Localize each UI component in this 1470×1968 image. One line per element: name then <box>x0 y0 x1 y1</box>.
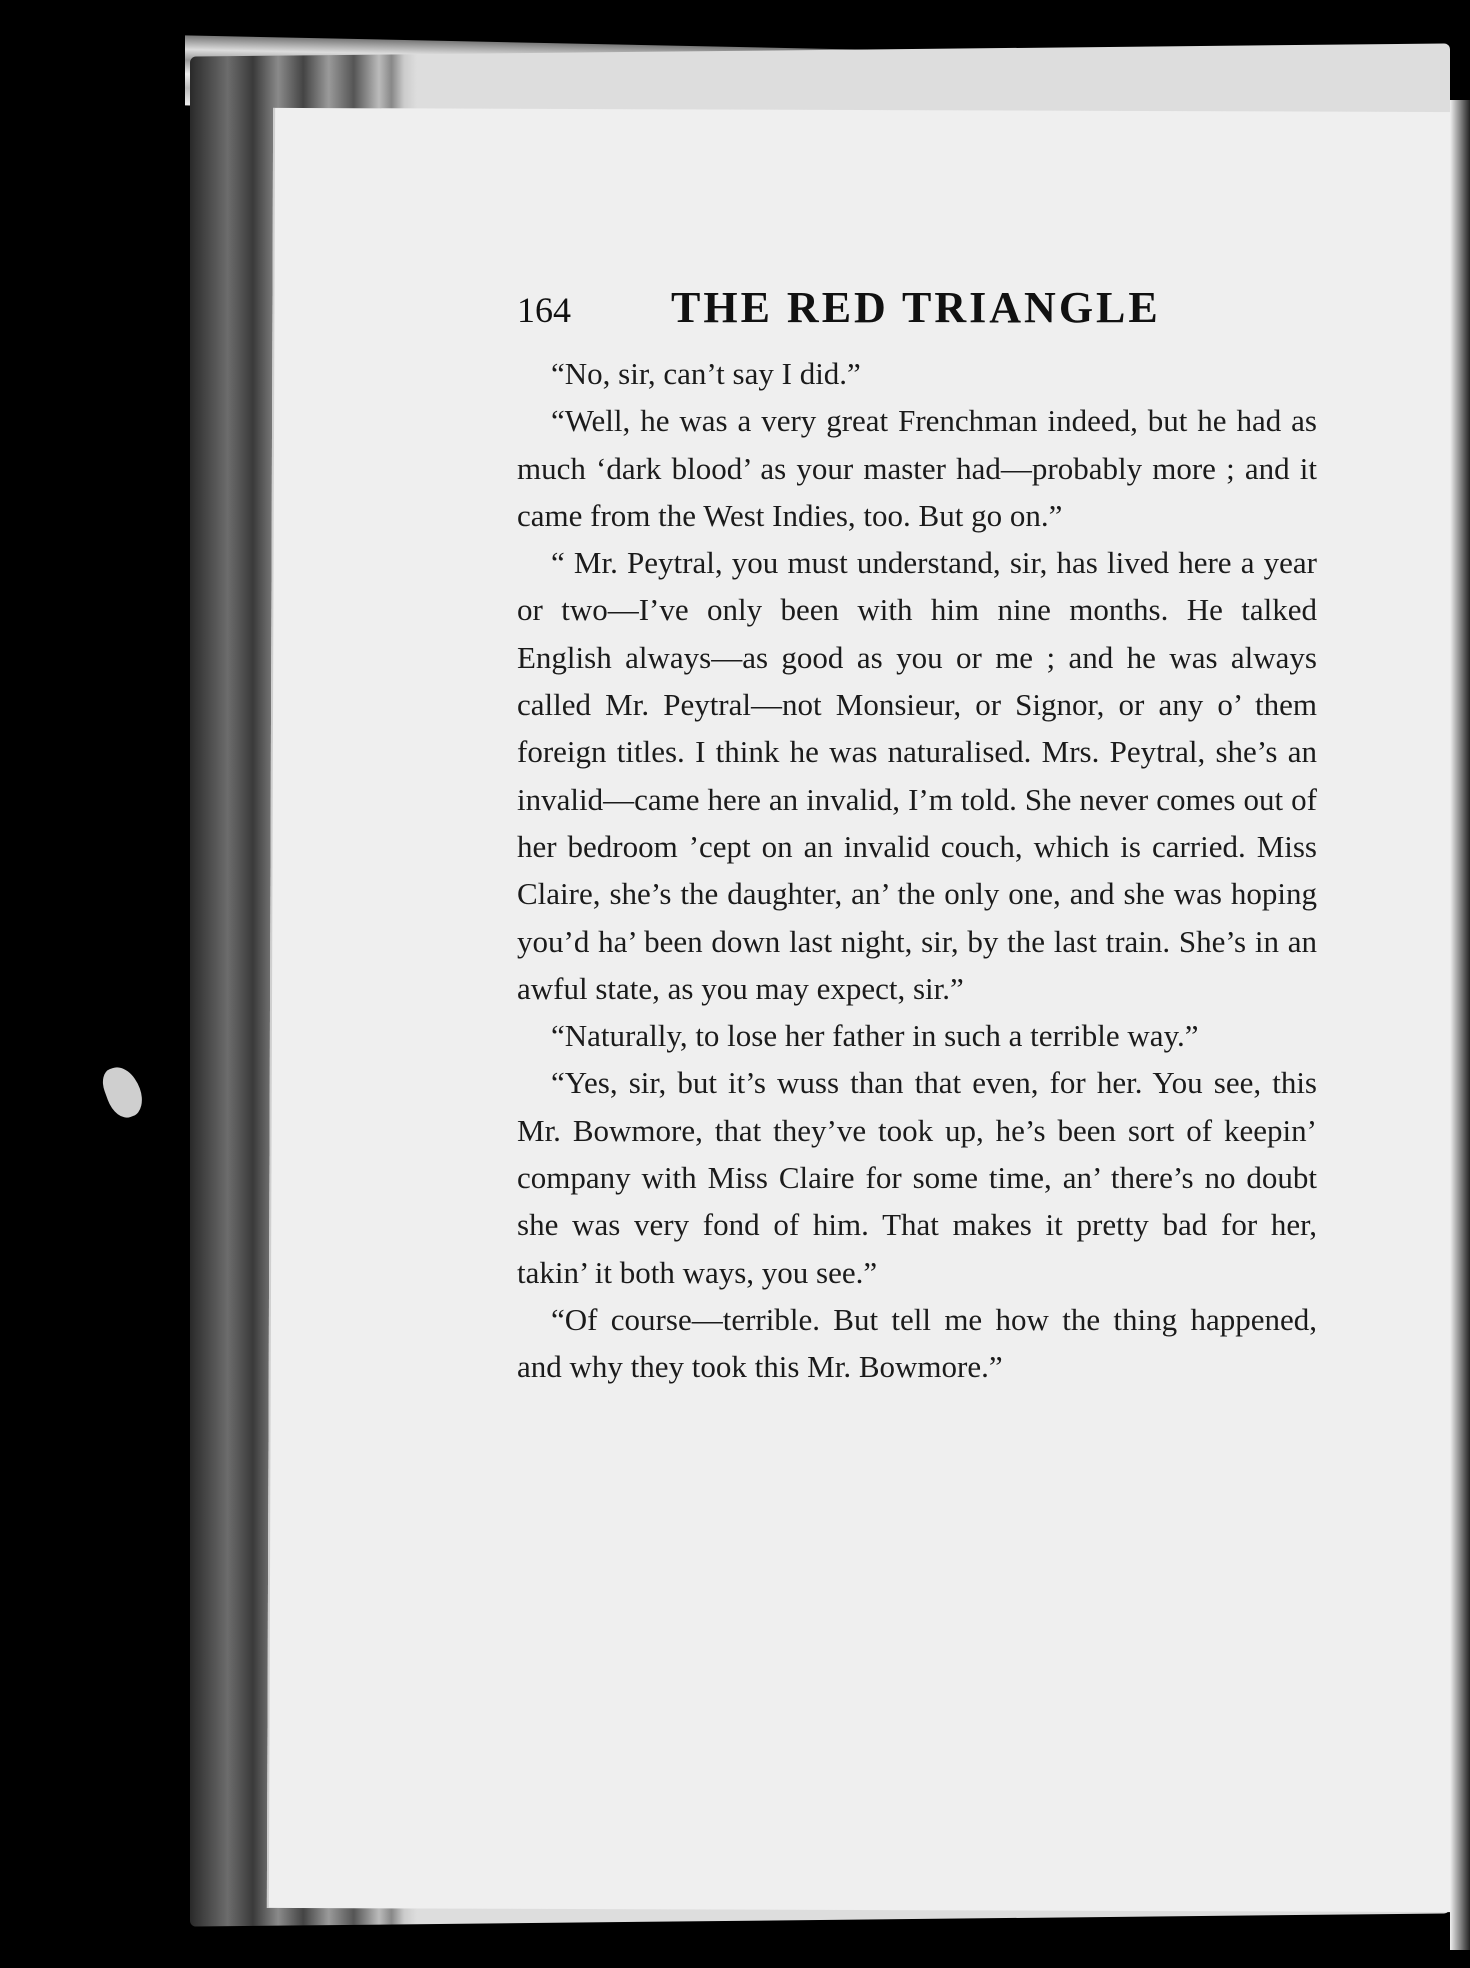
paragraph-6: “Of course—terrible. But tell me how the thing happened, and why they took this Mr. Bowmore.” <box>517 1301 1317 1385</box>
page-text <box>517 282 1317 1391</box>
paragraph-5: “Yes, sir, but it’s wuss than that even, for her. You see, this Mr. Bowmore, that they’ve took up, he’s been sort of keepin’ company with Miss Claire for some time, an’ there’s no doubt she was very fond of him. That makes it pretty bad for her, takin’ it both ways, you see.” <box>517 1065 1317 1290</box>
running-head <box>517 282 1317 342</box>
paragraph-3: “ Mr. Peytral, you must understand, sir, has lived here a year or two—I’ve only been with him nine months. He talked English always—as good as you or me ; and he was always called Mr. Peytral—not Monsieur, or Signor, or any o’ them foreign titles. I think he was naturalised. Mrs. Peytral, she’s an invalid—came here an invalid, I’m told. She never comes out of her bedroom ’cept on an invalid couch, which is carried. Miss Claire, she’s the daughter, an’ the only one, and she was hoping you’d ha’ been down last night, sir, by the last train. She’s in an awful state, as you may expect, sir.” <box>517 545 1317 1006</box>
right-edge-shadow <box>1450 100 1470 1950</box>
page-number: 164 <box>517 290 571 330</box>
scan-blemish <box>98 1062 148 1122</box>
paragraph-2: “Well, he was a very great Frenchman indeed, but he had as much ‘dark blood’ as your master had—probably more ; and it came from the West Indies, too. But go on.” <box>517 403 1317 533</box>
paragraph-4: “Naturally, to lose her father in such a terrible way.” <box>551 1018 1199 1054</box>
running-title: THE RED TRIANGLE <box>671 283 1161 332</box>
paragraph-1: “No, sir, can’t say I did.” <box>551 356 861 391</box>
